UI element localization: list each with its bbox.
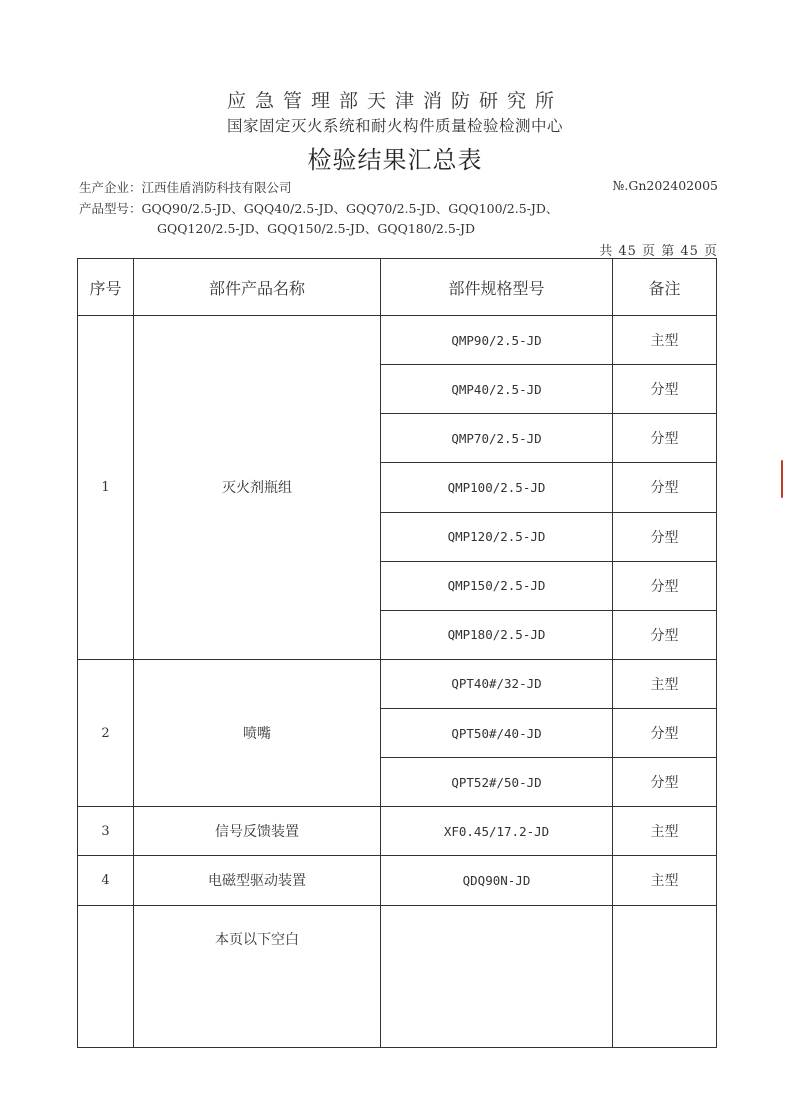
models-line1: GQQ90/2.5-JD、GQQ40/2.5-JD、GQQ70/2.5-JD、GQQ100/2.5-JD、 — [141, 201, 559, 216]
header-part-name: 部件产品名称 — [134, 259, 381, 316]
part-name-cell: 喷嘴 — [134, 659, 381, 806]
table-row — [78, 659, 717, 708]
part-name-cell: 电磁型驱动装置 — [134, 856, 381, 905]
manufacturer-value: 江西佳盾消防科技有限公司 — [141, 180, 292, 195]
spec-cell: XF0.45/17.2-JD — [381, 807, 613, 856]
note-cell: 分型 — [613, 414, 717, 463]
models-line2: GQQ120/2.5-JD、GQQ150/2.5-JD、GQQ180/2.5-JD — [157, 221, 476, 236]
header-note: 备注 — [613, 259, 717, 316]
blank-spec-cell — [381, 905, 613, 1048]
model-line-1 — [79, 199, 558, 217]
seq-cell: 1 — [78, 316, 134, 660]
note-cell: 主型 — [613, 807, 717, 856]
note-cell: 主型 — [613, 856, 717, 905]
spec-cell: QMP70/2.5-JD — [381, 414, 613, 463]
seq-cell: 2 — [78, 659, 134, 806]
blank-name-cell — [134, 905, 381, 1048]
spec-cell: QMP120/2.5-JD — [381, 512, 613, 561]
blank-note-cell — [613, 905, 717, 1048]
manufacturer-label: 生产企业： — [79, 180, 142, 195]
spec-cell: QPT52#/50-JD — [381, 758, 613, 807]
note-cell: 分型 — [613, 610, 717, 659]
org-name-line1: 应急管理部天津消防研究所 — [226, 90, 563, 112]
seal-edge-mark — [781, 460, 783, 498]
table-row — [78, 856, 717, 905]
note-cell: 主型 — [613, 659, 717, 708]
note-cell: 分型 — [613, 365, 717, 414]
seq-cell: 3 — [78, 807, 134, 856]
note-cell: 主型 — [613, 316, 717, 365]
page-count: 共 45 页 第 45 页 — [599, 244, 718, 259]
spec-cell: QPT50#/40-JD — [381, 709, 613, 758]
report-number: №.Gn202402005 — [612, 178, 718, 193]
table-header-row — [78, 259, 717, 316]
org-name-line2: 国家固定灭火系统和耐火构件质量检验检测中心 — [226, 117, 563, 135]
blank-seq-cell — [78, 905, 134, 1048]
header-seq: 序号 — [78, 259, 134, 316]
spec-cell: QMP90/2.5-JD — [381, 316, 613, 365]
results-summary-table — [77, 258, 717, 1048]
part-name-cell: 灭火剂瓶组 — [134, 316, 381, 660]
model-label: 产品型号： — [79, 201, 142, 216]
spec-cell: QMP100/2.5-JD — [381, 463, 613, 512]
spec-cell: QMP150/2.5-JD — [381, 561, 613, 610]
note-cell: 分型 — [613, 512, 717, 561]
blank-below-text: 本页以下空白 — [215, 932, 299, 949]
spec-cell: QDQ90N-JD — [381, 856, 613, 905]
note-cell: 分型 — [613, 758, 717, 807]
manufacturer-line — [79, 178, 292, 196]
seq-cell: 4 — [78, 856, 134, 905]
spec-cell: QPT40#/32-JD — [381, 659, 613, 708]
table-row — [78, 807, 717, 856]
part-name-cell: 信号反馈装置 — [134, 807, 381, 856]
note-cell: 分型 — [613, 709, 717, 758]
blank-row — [78, 905, 717, 1048]
note-cell: 分型 — [613, 561, 717, 610]
spec-cell: QMP40/2.5-JD — [381, 365, 613, 414]
note-cell: 分型 — [613, 463, 717, 512]
document-title: 检验结果汇总表 — [307, 146, 483, 174]
table-row — [78, 316, 717, 365]
header-spec-model: 部件规格型号 — [381, 259, 613, 316]
model-line-2 — [157, 219, 475, 237]
spec-cell: QMP180/2.5-JD — [381, 610, 613, 659]
